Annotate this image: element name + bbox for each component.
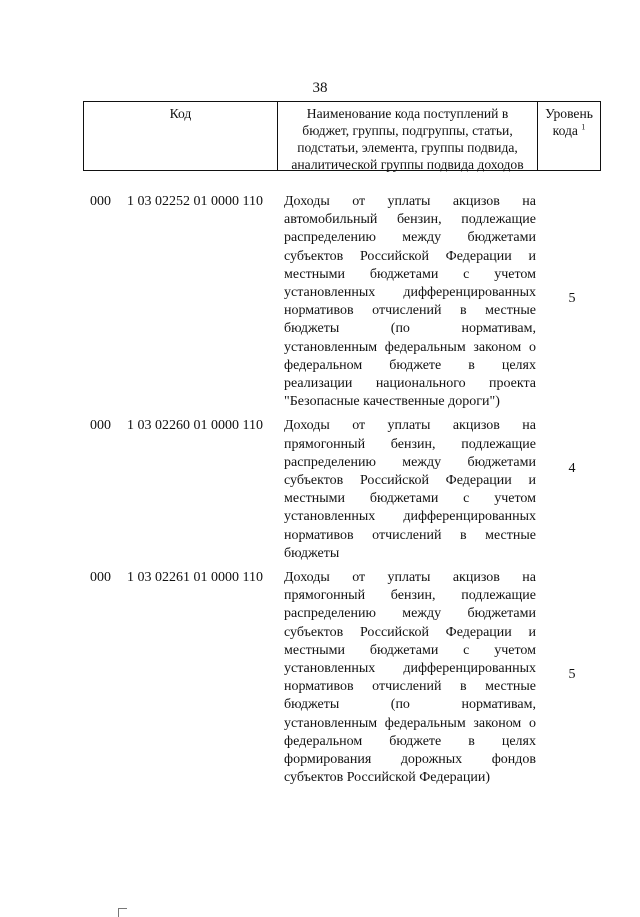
- header-level-label: кода: [552, 123, 578, 138]
- description-line: Доходы от уплаты акцизов на: [284, 194, 536, 209]
- description-line: прямогонный бензин, подлежащие: [284, 436, 536, 452]
- table-row: [0, 193, 640, 411]
- header-name-line: бюджет, группы, подгруппы, статьи,: [302, 123, 513, 138]
- header-name-line: Наименование кода поступлений в: [306, 106, 509, 121]
- description-line: установленных дифференцированных: [284, 661, 536, 677]
- row-code-prefix: 000: [90, 194, 111, 209]
- table-row: [0, 569, 640, 787]
- row-code-prefix: 000: [90, 570, 111, 586]
- header-name-line: подстатьи, элемента, группы подвида,: [297, 140, 518, 155]
- row-level: 5: [568, 667, 576, 683]
- row-code: 1 03 02252 01 0000 110: [127, 194, 263, 209]
- description-line: бюджеты (по нормативам,: [284, 697, 536, 713]
- description-line: распределению между бюджетами: [284, 454, 536, 470]
- description-line: прямогонный бензин, подлежащие: [284, 588, 536, 604]
- description-line: распределению между бюджетами: [284, 230, 536, 246]
- description-line: субъектов Российской Федерации и: [284, 624, 536, 640]
- page-number: 38: [312, 80, 328, 96]
- description-line: местными бюджетами с учетом: [284, 491, 536, 507]
- header-level-line: Уровень: [545, 106, 593, 121]
- header-level-cell: [538, 102, 600, 170]
- footnote-marker: 1: [581, 122, 586, 132]
- description-line: установленным федеральным законом о: [284, 715, 536, 731]
- table-body: [0, 193, 640, 788]
- row-level: 5: [568, 291, 576, 306]
- row-code: 1 03 02261 01 0000 110: [127, 570, 263, 586]
- description-line: федеральном бюджете в целях: [284, 733, 536, 749]
- row-description: [284, 569, 536, 787]
- description-line: установленных дифференцированных: [284, 285, 536, 301]
- description-line: установленным федеральным законом о: [284, 339, 536, 355]
- row-description: [284, 417, 536, 563]
- description-line: нормативов отчислений в местные: [284, 303, 536, 319]
- description-line: местными бюджетами с учетом: [284, 642, 536, 658]
- description-line: Доходы от уплаты акцизов на: [284, 570, 536, 586]
- description-line: автомобильный бензин, подлежащие: [284, 212, 536, 228]
- description-line: субъектов Российской Федерации и: [284, 473, 536, 489]
- description-line: федеральном бюджете в целях: [284, 357, 536, 373]
- description-line: распределению между бюджетами: [284, 606, 536, 622]
- header-level-line: [538, 122, 600, 139]
- row-code: 1 03 02260 01 0000 110: [127, 418, 263, 434]
- description-line: субъектов Российской Федерации и: [284, 248, 536, 264]
- description-line: субъектов Российской Федерации): [284, 770, 491, 786]
- header-name-cell: [278, 102, 538, 170]
- description-line: формирования дорожных фондов: [284, 752, 536, 768]
- row-level: 4: [568, 460, 576, 476]
- header-code-cell: [84, 102, 278, 170]
- row-code-prefix: 000: [90, 418, 111, 434]
- header-name-line: аналитической группы подвида доходов: [291, 157, 524, 172]
- table-row: [0, 417, 640, 563]
- description-line: установленных дифференцированных: [284, 509, 536, 525]
- description-line: местными бюджетами с учетом: [284, 266, 536, 282]
- description-line: бюджеты (по нормативам,: [284, 321, 536, 337]
- row-description: [284, 193, 536, 411]
- description-line: нормативов отчислений в местные: [284, 527, 536, 543]
- description-line: бюджеты: [284, 545, 340, 561]
- table-header: [83, 101, 601, 171]
- header-code-label: Код: [169, 106, 192, 121]
- description-line: нормативов отчислений в местные: [284, 679, 536, 695]
- description-line: Доходы от уплаты акцизов на: [284, 418, 536, 434]
- description-line: "Безопасные качественные дороги"): [284, 394, 500, 410]
- description-line: реализации национального проекта: [284, 376, 536, 392]
